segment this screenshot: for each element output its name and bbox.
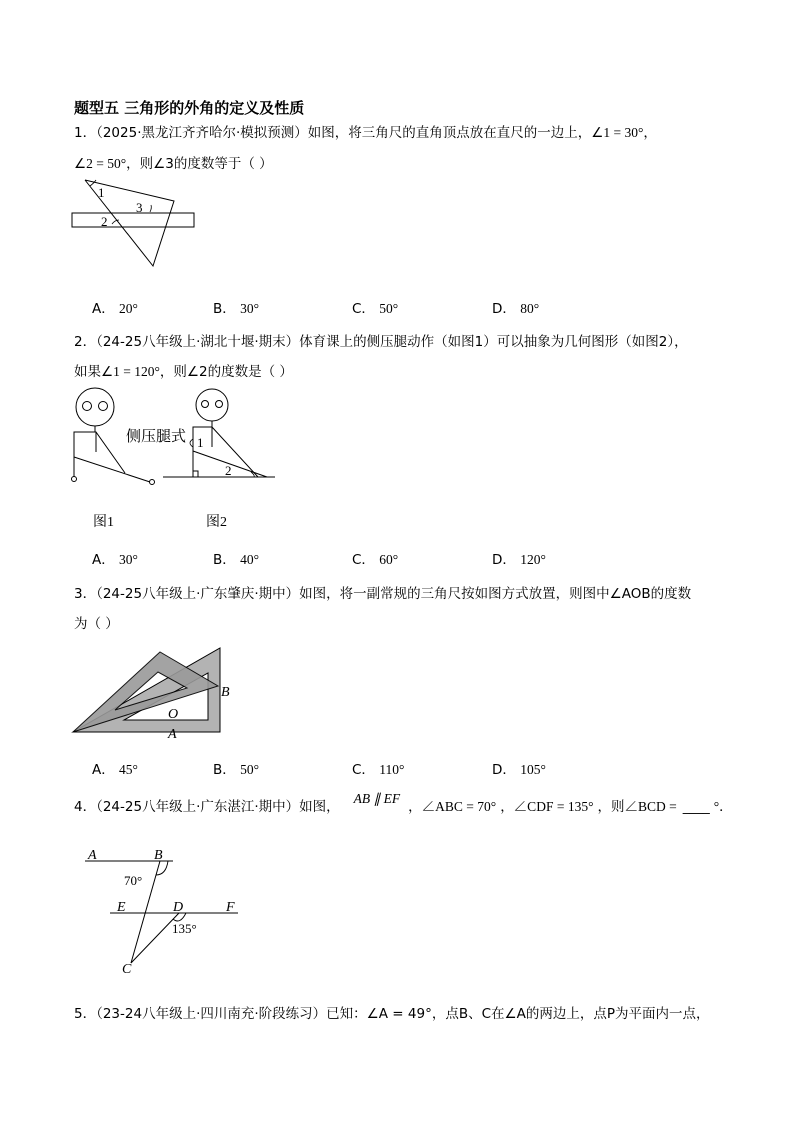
condition-angle-1: ∠1 = 120° <box>101 364 160 379</box>
question-tail: °． <box>713 799 733 814</box>
option-letter: B． <box>213 762 236 778</box>
question-number: 1． <box>74 125 97 141</box>
option-value: 50° <box>379 301 399 316</box>
foot-left <box>72 477 77 482</box>
question-text: 如图， <box>299 799 340 815</box>
question-number: 4． <box>74 799 97 815</box>
option-a[interactable] <box>92 297 138 317</box>
figure-caption-text: 侧压腿式 <box>126 427 187 445</box>
option-letter: C． <box>352 762 375 778</box>
condition-angle-abc: ，∠ABC = 70° <box>408 799 497 814</box>
question-number: 5． <box>74 1006 97 1022</box>
question-text: 已知：∠A = 49°，点B、C在∠A的两边上，点P为平面内一点， <box>326 1006 710 1022</box>
label-b: B <box>221 685 230 700</box>
label-1: 1 <box>98 185 105 200</box>
answer-blank[interactable]: ____ <box>682 799 710 815</box>
eye-right <box>216 401 223 408</box>
option-c[interactable] <box>352 297 398 317</box>
option-b[interactable] <box>213 548 259 568</box>
option-value: 20° <box>119 301 138 316</box>
option-letter: B． <box>213 301 236 317</box>
figure-q2-fig2-geometry <box>163 385 278 485</box>
option-value: 30° <box>240 301 259 316</box>
label-3: 3 <box>136 200 143 215</box>
question-text: 为（ ） <box>74 616 119 632</box>
label-c: C <box>122 962 132 977</box>
option-letter: A． <box>92 762 115 778</box>
option-letter: B． <box>213 552 236 568</box>
question-text: 如果 <box>74 364 101 380</box>
question-number: 3． <box>74 586 97 602</box>
eye-left <box>202 401 209 408</box>
figure-q1-ruler-triangle <box>70 172 200 272</box>
question-1-line-1 <box>74 121 657 141</box>
option-value: 45° <box>119 762 138 777</box>
option-d[interactable] <box>492 758 546 778</box>
question-number: 2． <box>74 334 97 350</box>
option-value: 80° <box>520 301 540 316</box>
figure-q3-set-squares <box>70 640 240 740</box>
body-arm <box>74 432 125 473</box>
option-d[interactable] <box>492 297 539 317</box>
label-f: F <box>226 900 235 915</box>
label-135: 135° <box>172 921 197 936</box>
option-value: 50° <box>240 762 259 777</box>
question-source: （2025·黑龙江齐齐哈尔·模拟预测） <box>96 125 308 141</box>
label-d: D <box>173 900 184 915</box>
label-2: 2 <box>101 214 108 229</box>
option-value: 105° <box>520 762 546 777</box>
option-letter: A． <box>92 301 115 317</box>
question-text: ，则∠2的度数是（ ） <box>159 364 293 380</box>
option-b[interactable] <box>213 758 259 778</box>
section-title: 题型五 三角形的外角的定义及性质 <box>74 99 305 117</box>
option-letter: C． <box>352 301 375 317</box>
label-b: B <box>154 848 163 863</box>
option-d[interactable] <box>492 548 546 568</box>
option-a[interactable] <box>92 548 138 568</box>
question-2-line-1 <box>74 330 688 350</box>
question-text: 如图，将一副常规的三角尺按如图方式放置，则图中∠AOB的度数 <box>299 586 692 602</box>
option-letter: C． <box>352 552 375 568</box>
option-letter: D． <box>492 301 516 317</box>
label-2: 2 <box>225 463 232 478</box>
label-e: E <box>117 900 126 915</box>
option-value: 60° <box>379 552 399 567</box>
question-text: ，则∠3的度数等于（ ） <box>126 156 273 172</box>
label-a: A <box>168 727 177 740</box>
option-letter: D． <box>492 762 516 778</box>
condition-angle-1: ∠1 = 30°， <box>591 125 657 140</box>
question-source: （24-25八年级上·广东肇庆·期中） <box>96 586 300 602</box>
option-c[interactable] <box>352 548 398 568</box>
right-angle-mark <box>193 471 198 477</box>
option-value: 110° <box>379 762 405 777</box>
figure-2-caption: 图2 <box>206 515 227 530</box>
question-ask: ，则∠BCD = <box>597 799 677 814</box>
condition-parallel: AB ∥ EF <box>353 791 401 806</box>
label-o: O <box>168 707 179 722</box>
head <box>76 388 114 426</box>
label-70: 70° <box>124 873 143 888</box>
option-a[interactable] <box>92 758 138 778</box>
question-text: 如图，将三角尺的直角顶点放在直尺的一边上， <box>307 125 592 141</box>
condition-angle-cdf: ，∠CDF = 135° <box>500 799 594 814</box>
label-1: 1 <box>197 435 204 450</box>
stretched-leg <box>74 457 150 482</box>
question-3-line-2 <box>74 612 119 632</box>
ruler <box>72 213 194 227</box>
option-letter: A． <box>92 552 115 568</box>
question-3-line-1 <box>74 582 691 602</box>
option-letter: D． <box>492 552 516 568</box>
figure-q4-parallel-lines <box>80 843 250 978</box>
head <box>196 389 228 421</box>
question-text: 体育课上的侧压腿动作（如图1）可以抽象为几何图形（如图2）， <box>299 334 688 350</box>
question-source: （23-24八年级上·四川南充·阶段练习） <box>96 1006 327 1022</box>
angle-arc-3 <box>150 205 151 212</box>
question-2-line-2 <box>74 360 293 380</box>
question-1-line-2 <box>74 152 273 172</box>
option-c[interactable] <box>352 758 404 778</box>
option-value: 40° <box>240 552 259 567</box>
option-value: 120° <box>520 552 546 567</box>
question-source: （24-25八年级上·湖北十堰·期末） <box>96 334 300 350</box>
option-b[interactable] <box>213 297 259 317</box>
figure-1-caption: 图1 <box>93 515 114 530</box>
question-4-line-1 <box>74 791 733 815</box>
question-5-line-1 <box>74 1002 709 1022</box>
label-a: A <box>88 848 97 863</box>
option-value: 30° <box>119 552 138 567</box>
eye-left <box>83 402 92 411</box>
eye-right <box>99 402 108 411</box>
condition-angle-2: ∠2 = 50° <box>74 156 127 171</box>
question-source: （24-25八年级上·广东湛江·期中） <box>96 799 300 815</box>
foot-right <box>150 480 155 485</box>
